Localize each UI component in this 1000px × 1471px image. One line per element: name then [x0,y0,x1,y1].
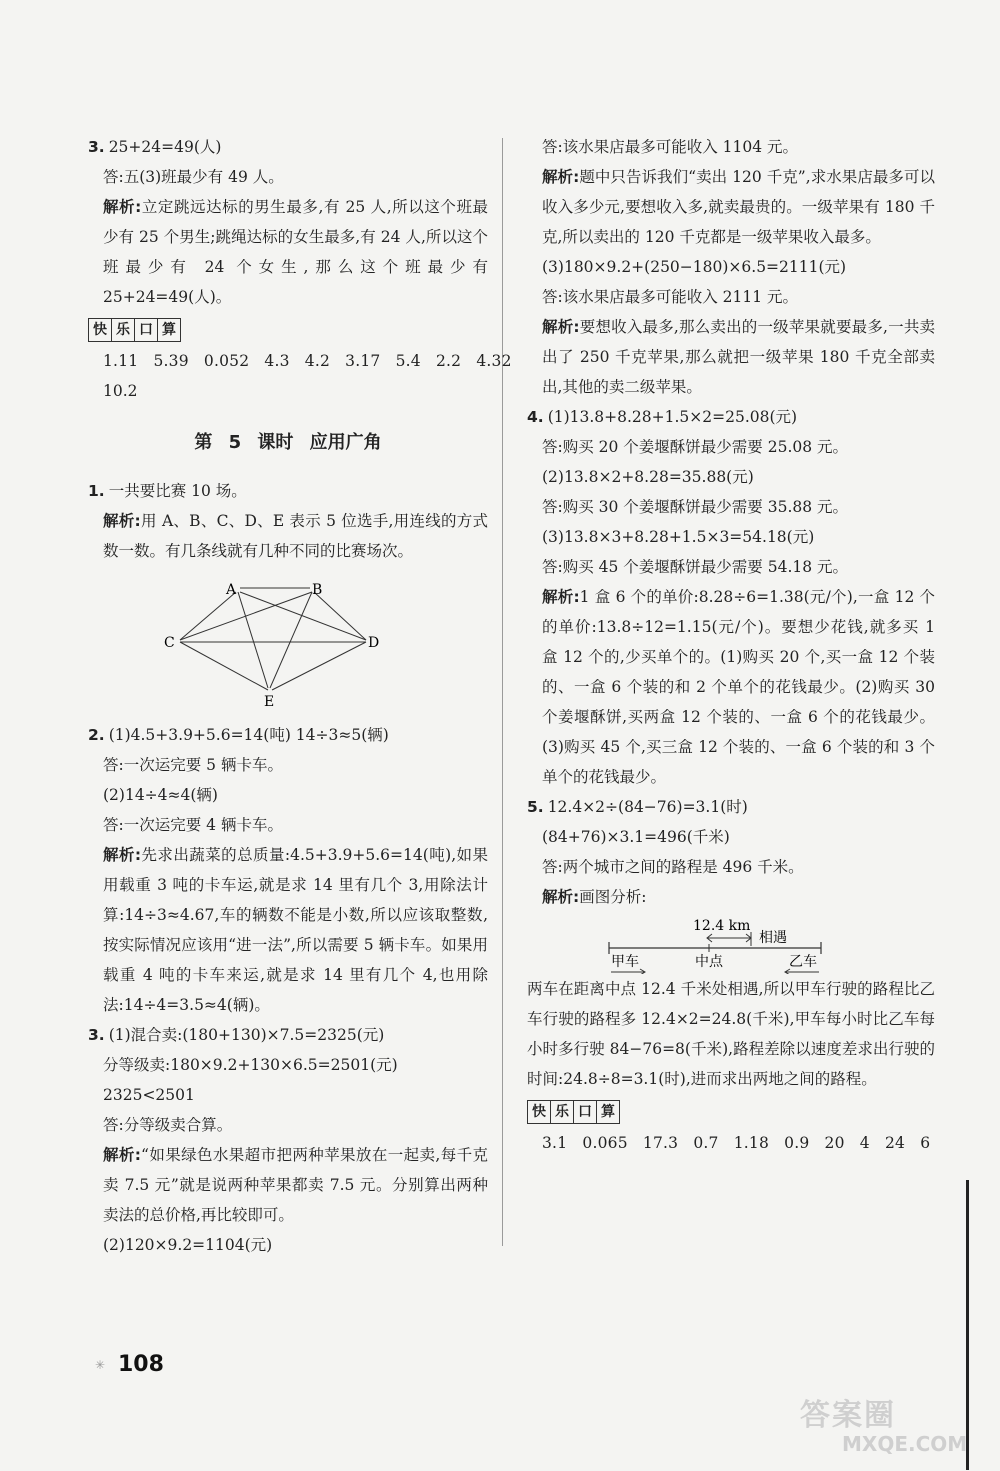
q5-analysis-intro: 解析:画图分析: [542,888,647,906]
page-number: 108 [118,1352,164,1377]
kuaile-kousuan-badge: 快 乐 口 算 [88,318,181,342]
kousuan-answers-1: 1.11 5.39 0.052 4.3 4.2 3.17 5.4 2.2 4.32 [103,352,512,370]
q4-analysis: 解析:1 盒 6 个的单价:8.28÷6=1.38(元/个),一盒 12 个的单价:13.8÷12=1.15(元/个)。要想少花钱,就多买 1 盒 12 个的,少买单个的。(1)购买 20 个,买一盒 12 个装的、一盒 6 个装的和 2 个单个的花钱最少。(2)购买 30 个姜堰酥饼,买两盒 12 个装的、一盒 6 个的花钱最少。(3)购买 45 个,买三盒 12 个装的、一盒 6 个装的和 3 个单个的花钱最少。 [542,588,935,786]
figure-distance: 12.4 km [693,918,751,934]
q5-line1: 5. 12.4×2÷(84−76)=3.1(时) [527,798,748,816]
q4-answer3: 答:购买 45 个姜堰酥饼最少需要 54.18 元。 [542,558,849,576]
q4-line1: 4. (1)13.8+8.28+1.5×2=25.08(元) [527,408,798,426]
vertex-e: E [264,694,275,710]
q1-line1: 1. 一共要比赛 10 场。 [88,482,247,500]
q3-answer: 答:五(3)班最少有 49 人。 [103,168,284,186]
q3-analysis: 解析:立定跳远达标的男生最多,有 25 人,所以这个班最少有 25 个男生;跳绳达标的女生最多,有 24 人,所以这个班最少有 24 个女生,那么这个班最少有 25+24=49(人)。 [103,198,488,306]
figure-car-a: 甲车 [611,954,639,970]
r-answer1: 答:该水果店最多可能收入 1104 元。 [542,138,799,156]
q5-answer: 答:两个城市之间的路程是 496 千米。 [542,858,804,876]
column-divider [502,138,503,1246]
q3b-line1: 3. (1)混合卖:(180+130)×7.5=2325(元) [88,1026,385,1044]
q3b-line4: (2)120×9.2=1104(元) [103,1236,273,1254]
q4-answer1: 答:购买 20 个姜堰酥饼最少需要 25.08 元。 [542,438,849,456]
q2-answer1: 答:一次运完要 5 辆卡车。 [103,756,283,774]
r-analysis3: 解析:要想收入最多,那么卖出的一级苹果就要最多,一共卖出了 250 千克苹果,那么就把一级苹果 180 千克全部卖出,其他的卖二级苹果。 [542,318,936,396]
meeting-figure [527,912,935,974]
q5-line2: (84+76)×3.1=496(千米) [542,828,730,846]
q2-analysis: 解析:先求出蔬菜的总质量:4.5+3.9+5.6=14(吨),如果用载重 3 吨的卡车运,就是求 14 里有几个 3,用除法计算:14÷3≈4.67,车的辆数不能是小数,所以应该取整数,按实际情况应该用“进一法”,所以需要 5 辆卡车。如果用载重 4 吨的卡车来运,就是求 14 里有几个 4,也用除法:14÷4=3.5≈4(辆)。 [103,846,488,1014]
section-title: 第 5 课时 应用广角 [194,432,382,453]
q3b-line2: 分等级卖:180×9.2+130×6.5=2501(元) [103,1056,398,1074]
vertex-d: D [368,635,380,651]
q3-line1: 3. 25+24=49(人) [88,138,222,156]
figure-car-b: 乙车 [789,954,817,970]
vertex-c: C [164,635,175,651]
watermark-url: MXQE.COM [842,1432,968,1456]
q2-line1: 2. (1)4.5+3.9+5.6=14(吨) 14÷3≈5(辆) [88,726,389,744]
match-diagram [88,570,488,720]
left-column [88,132,512,1260]
q2-line2: (2)14÷4≈4(辆) [103,786,218,804]
q3b-line3: 2325<2501 [103,1086,195,1104]
q3b-answer: 答:分等级卖合算。 [103,1116,233,1134]
vertex-a: A [226,582,237,598]
q5-analysis: 两车在距离中点 12.4 千米处相遇,所以甲车行驶的路程比乙车行驶的路程多 12.4×2=24.8(千米),甲车每小时比乙车每小时多行驶 84−76=8(千米),路程差除以速度差求出行驶的时间:24.8÷8=3.1(时),进而求出两地之间的路程。 [527,980,935,1088]
page-edge-line [966,1180,969,1470]
figure-mid: 中点 [695,954,723,970]
q4-answer2: 答:购买 30 个姜堰酥饼最少需要 35.88 元。 [542,498,849,516]
kousuan-answers-2: 10.2 [103,382,138,400]
figure-meet: 相遇 [759,930,787,946]
star-icon: ✳ [95,1358,106,1372]
r-answer3: 答:该水果店最多可能收入 2111 元。 [542,288,799,306]
r-line3: (3)180×9.2+(250−180)×6.5=2111(元) [542,258,847,276]
q1-analysis: 解析:用 A、B、C、D、E 表示 5 位选手,用连线的方式数一数。有几条线就有几种不同的比赛场次。 [103,512,489,560]
q4-line3: (3)13.8×3+8.28+1.5×3=54.18(元) [542,528,815,546]
right-column [527,132,935,1158]
q4-line2: (2)13.8×2+8.28=35.88(元) [542,468,754,486]
watermark-logo: 答案圈 [800,1398,896,1433]
vertex-b: B [312,582,323,598]
kuaile-kousuan-badge-right: 快 乐 口 算 [527,1100,620,1124]
q2-answer2: 答:一次运完要 4 辆卡车。 [103,816,283,834]
r-analysis1: 解析:题中只告诉我们“卖出 120 千克”,求水果店最多可以收入多少元,要想收入多,就卖最贵的。一级苹果有 180 千克,所以卖出的 120 千克都是一级苹果收入最多。 [542,168,936,246]
q3b-analysis: 解析:“如果绿色水果超市把两种苹果放在一起卖,每千克卖 7.5 元”就是说两种苹果都卖 7.5 元。分别算出两种卖法的总价格,再比较即可。 [103,1146,489,1224]
kousuan-answers-right: 3.1 0.065 17.3 0.7 1.18 0.9 20 4 24 6 [542,1134,931,1152]
